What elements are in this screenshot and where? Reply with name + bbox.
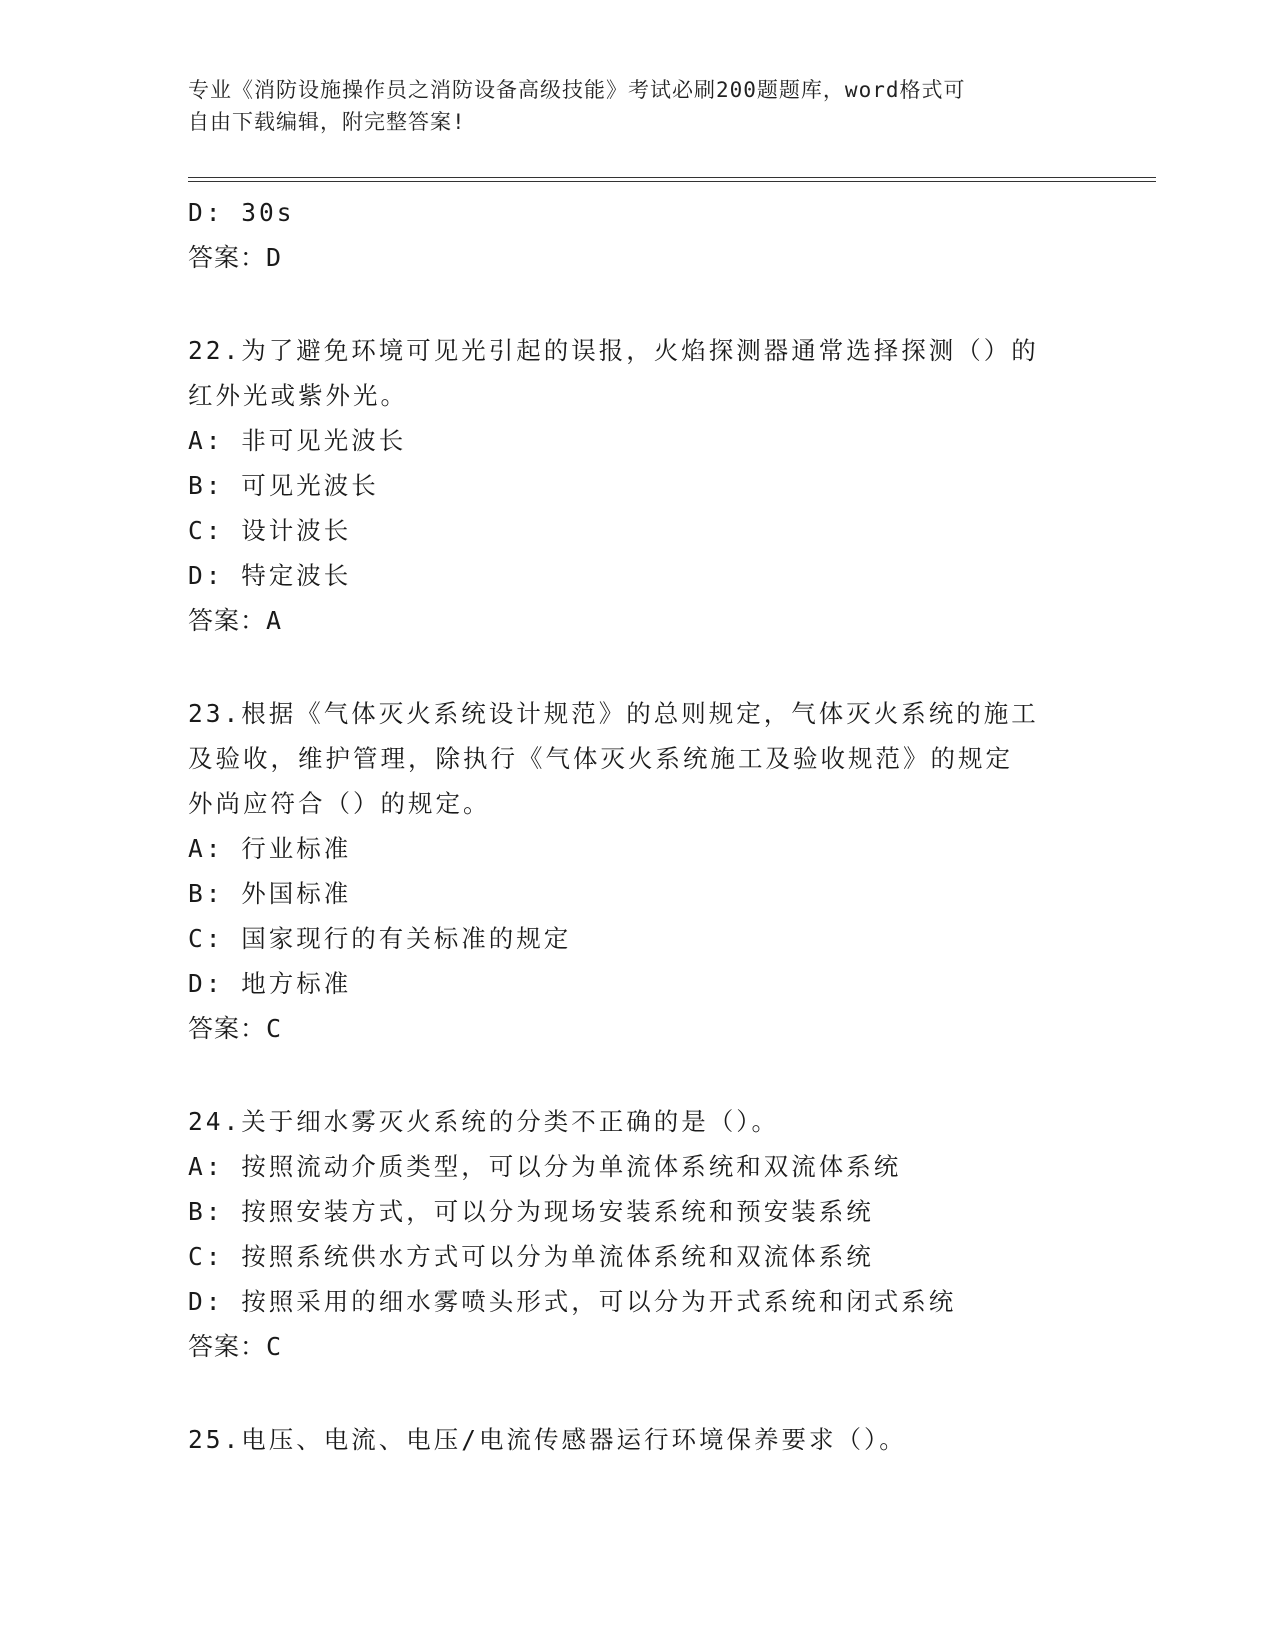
question-content	[188, 190, 1088, 1462]
question-stem-line: 24.关于细水雾灭火系统的分类不正确的是（）。	[188, 1107, 779, 1136]
option-d: D: 地方标准	[188, 969, 352, 998]
option-a: A: 行业标准	[188, 834, 352, 863]
question-stem-line: 及验收，维护管理，除执行《气体灭火系统施工及验收规范》的规定	[188, 744, 1013, 773]
page-header	[188, 74, 1088, 138]
answer-line: 答案：A	[188, 606, 283, 635]
question-stem-line: 红外光或紫外光。	[188, 381, 408, 410]
option-c: C: 按照系统供水方式可以分为单流体系统和双流体系统	[188, 1242, 874, 1271]
option-a: A: 按照流动介质类型，可以分为单流体系统和双流体系统	[188, 1152, 902, 1181]
option-d: D: 按照采用的细水雾喷头形式，可以分为开式系统和闭式系统	[188, 1287, 957, 1316]
option-d: D: 特定波长	[188, 561, 352, 590]
question-23	[188, 691, 1088, 1051]
answer-line: 答案：C	[188, 1014, 283, 1043]
header-title-line-1: 专业《消防设施操作员之消防设备高级技能》考试必刷200题题库，word格式可	[188, 78, 966, 102]
option-d: D: 30s	[188, 198, 295, 227]
answer-line: 答案：C	[188, 1332, 283, 1361]
option-b: B: 外国标准	[188, 879, 352, 908]
header-title-line-2: 自由下载编辑，附完整答案!	[188, 110, 466, 134]
question-stem-line: 22.为了避免环境可见光引起的误报，火焰探测器通常选择探测（）的	[188, 336, 1039, 365]
question-stem-line: 23.根据《气体灭火系统设计规范》的总则规定，气体灭火系统的施工	[188, 699, 1039, 728]
option-b: B: 按照安装方式，可以分为现场安装系统和预安装系统	[188, 1197, 874, 1226]
question-22	[188, 328, 1088, 643]
option-c: C: 设计波长	[188, 516, 352, 545]
question-stem-line: 25.电压、电流、电压/电流传感器运行环境保养要求（）。	[188, 1425, 907, 1454]
header-divider	[188, 177, 1156, 178]
question-24	[188, 1099, 1088, 1369]
question-25	[188, 1417, 1088, 1462]
previous-question-tail	[188, 190, 1088, 280]
option-a: A: 非可见光波长	[188, 426, 407, 455]
question-stem-line: 外尚应符合（）的规定。	[188, 789, 491, 818]
header-divider-thin	[188, 181, 1156, 182]
option-b: B: 可见光波长	[188, 471, 379, 500]
option-c: C: 国家现行的有关标准的规定	[188, 924, 572, 953]
answer-line: 答案：D	[188, 243, 283, 272]
